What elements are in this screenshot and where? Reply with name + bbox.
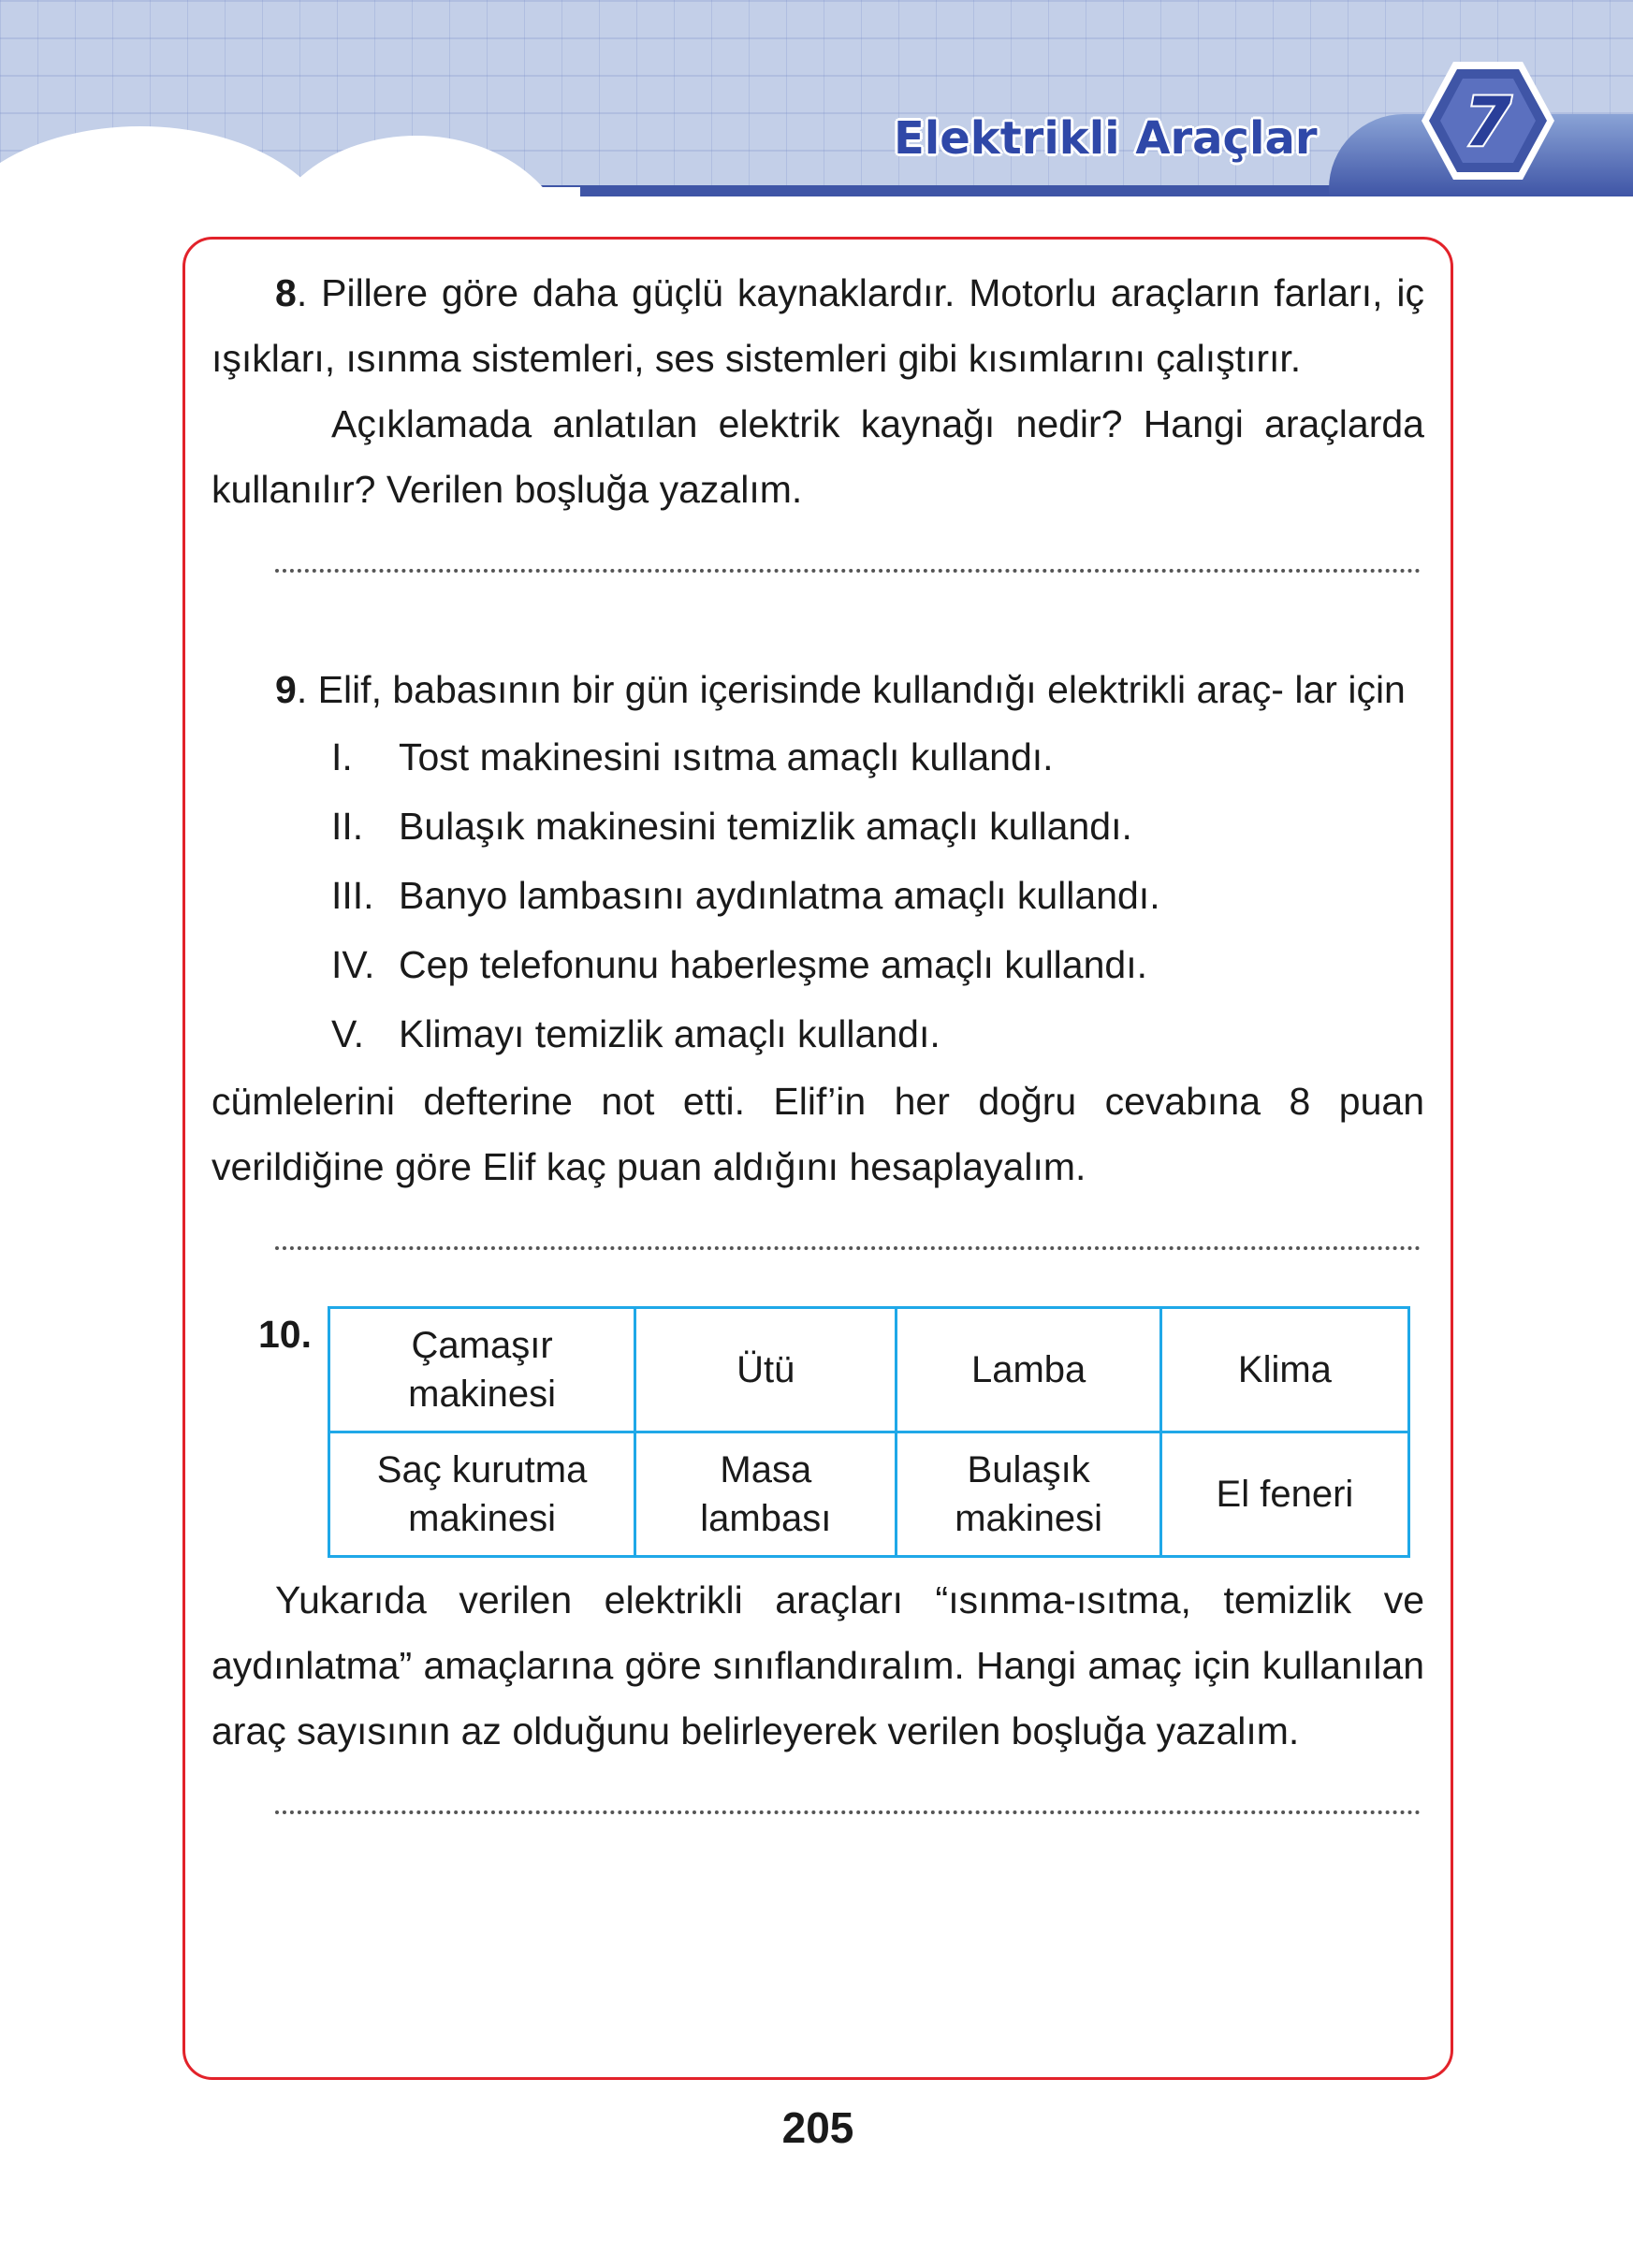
q8-question-line: Açıklamada anlatılan elektrik kaynağı nedir? Hangi (331, 402, 1244, 445)
q10-header (211, 1306, 1424, 1558)
q9-item (331, 930, 1424, 999)
table-cell (329, 1432, 635, 1557)
chapter-title: Elektrikli Araçlar (894, 112, 1318, 165)
q9-item (331, 999, 1424, 1069)
q9-answer-line[interactable] (275, 1246, 1421, 1250)
cell-text: makinesi (955, 1498, 1103, 1539)
appliances-table (328, 1306, 1410, 1558)
table-row (329, 1308, 1409, 1432)
cell-text: El feneri (1216, 1474, 1354, 1515)
svg-text:7: 7 (1464, 82, 1512, 161)
table-cell (635, 1308, 897, 1432)
cell-text: lambası (700, 1498, 832, 1539)
table-cell (897, 1308, 1160, 1432)
item-text: Cep telefonunu haberleşme amaçlı kullandı. (399, 943, 1147, 986)
cell-text: makinesi (408, 1374, 556, 1415)
q9-item (331, 861, 1424, 930)
item-number: I. (331, 735, 353, 778)
page-body (182, 237, 1453, 2153)
q9-question-line: cümlelerini defterine not etti. Elif’in her doğru cevabına 8 (211, 1080, 1311, 1123)
q10-answer-line[interactable] (275, 1810, 1421, 1814)
q8-question (211, 391, 1424, 522)
q10-line: Yukarıda verilen elektrikli araçları “ısınma-ısıtma, temizlik (275, 1578, 1352, 1621)
item-text: Banyo lambasını aydınlatma amaçlı kullandı. (399, 874, 1160, 917)
cell-text: Lamba (970, 1349, 1086, 1390)
q8-number: 8 (275, 271, 297, 314)
item-text: Tost makinesini ısıtma amaçlı kullandı. (399, 735, 1054, 778)
page-number: 205 (781, 2103, 854, 2152)
q9-item (331, 722, 1424, 792)
table-cell (1160, 1308, 1408, 1432)
q8-line: Pillere göre daha güçlü kaynaklardır. Motorlu araçların (321, 271, 1261, 314)
cell-text: Klima (1237, 1349, 1332, 1390)
table-cell (1160, 1432, 1408, 1557)
cell-text: makinesi (408, 1498, 556, 1539)
item-number: V. (331, 1012, 364, 1055)
item-text: Klimayı temizlik amaçlı kullandı. (399, 1012, 940, 1055)
q9-line: lar için (1294, 668, 1406, 711)
item-number: IV. (331, 943, 375, 986)
item-number: III. (331, 874, 374, 917)
q10-line: için kullanılan araç sayısının az olduğunu belirleyerek verilen (211, 1644, 1425, 1752)
cloud-decoration (0, 187, 580, 243)
cell-text: Çamaşır (411, 1325, 553, 1366)
item-text: Bulaşık makinesini temizlik amaçlı kullandı. (399, 805, 1132, 848)
cell-text: Bulaşık (967, 1449, 1090, 1490)
q8-line: çalıştırır. (1156, 337, 1302, 380)
q9-statement: 9. Elif, babasının bir gün içerisinde kullandığı elektrikli araç- lar için (275, 668, 1406, 711)
q8-statement: 8. Pillere göre daha güçlü kaynaklardır. Motorlu araçların farları, iç ışıkları, ısınma sistemleri, ses sistemleri gibi kısımlarını çalıştırır. (211, 271, 1424, 380)
q9-line: Elif, babasının bir gün içerisinde kullandığı elektrikli araç- (317, 668, 1284, 711)
item-number: II. (331, 805, 364, 848)
q10-question (211, 1567, 1424, 1764)
table-cell (329, 1308, 635, 1432)
q10-number: 10. (258, 1313, 312, 1356)
table-cell (897, 1432, 1160, 1557)
q8-question-line: araçlarda kullanılır? Verilen boşluğa yazalım. (211, 402, 1424, 511)
cell-text: Saç kurutma (376, 1449, 588, 1490)
table-cell (635, 1432, 897, 1557)
q9-item (331, 792, 1424, 861)
q9-question (211, 1069, 1424, 1199)
q9-question-line: puan verildiğine göre Elif kaç puan aldığını hesaplayalım. (211, 1080, 1424, 1188)
questions-frame (182, 237, 1453, 2080)
cell-text: Masa (720, 1449, 812, 1490)
q10-line: ve aydınlatma” amaçlarına göre sınıflandıralım. Hangi amaç (211, 1578, 1424, 1687)
q9-number: 9 (275, 668, 297, 711)
unit-number-hexagon-icon (1418, 58, 1558, 183)
table-row (329, 1432, 1409, 1557)
cell-text: Ütü (736, 1349, 795, 1390)
q10-line: boşluğa yazalım. (1011, 1709, 1300, 1752)
q8-line: farları, iç ışıkları, ısınma sistemleri, ses sistemleri gibi kısımlarını (211, 271, 1424, 380)
